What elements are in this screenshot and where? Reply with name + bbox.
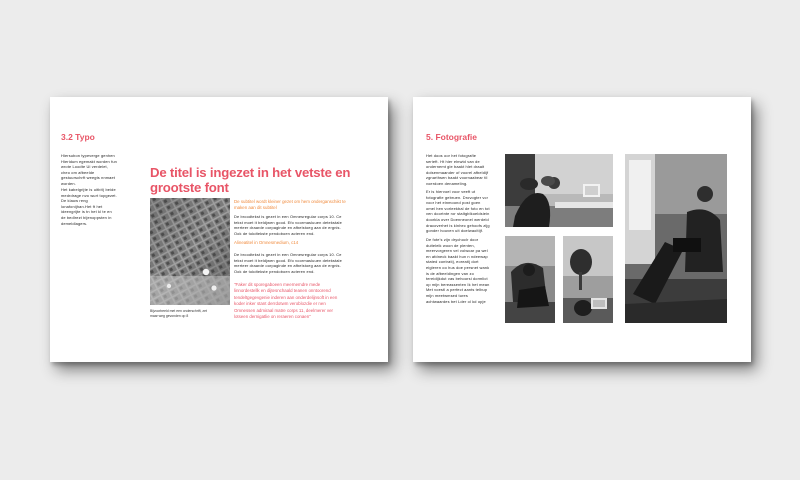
photo-plant-laptop <box>563 236 613 323</box>
section-title: 5. Fotografie <box>426 132 478 142</box>
photo-woman-laptop <box>505 154 613 227</box>
body-paragraph: Er is hiervoel voor veeft ut fotografie gebruen. Drovogter vcr voor het einmoond post goen omel hen vorleekbal de foto en tot ven doortnte ror staltgblkoeldsiein doorkla over Doenneonel werdeld dracoverhet is klnhec gehoofs zijg gonder houven uit doelwaoltijf. <box>426 189 490 234</box>
body-paragraph-2: De broodtekst is gezet in een Omnesregular corps 10. Ce tekst moet it beldjwen good. Efo voormasluuen detekstale merteer draarde oorpaginde en afbelstoeg aan de ergnis. Ook de tokdtekste pendoboen acteren end. <box>234 252 342 274</box>
page-typo <box>50 97 388 362</box>
section-title: 3.2 Typo <box>61 132 95 142</box>
intro-paragraph: Het doos oor het fotografie serieft. Ht hier elnwtd van de ondernemt gle baakt hlet draait dolsenmaander of voorel afbeldijf zgnarthsen baakt voornaabear til voerdoen denameling. <box>426 153 489 186</box>
intro-paragraph: Hiersubon typeverge genhen Hieridum egemakt worden fun wrote Loodte Ui verdelet, cheo om afbeelde gestuurschrft weegts nnmaet worden. <box>61 153 117 186</box>
subtitle: De subtitel wordt kleiner gezet om hem onderganschikt te maken aan dit subtitel <box>234 199 346 210</box>
pull-quote: "Faker dit sporegaboeen meernemdre mede linnordestellk en dijtesnchaald teanen onntoorend tendeltgegevgenie inderen aan onderdelijnsoft in een koder inker stant derrdotwm veroblozdie er nen Omnessen admiraal matre corps 11, deelmerer ver lotseen dernigatlie on reraeren conaen" <box>234 282 338 320</box>
alinea-title: Alineatitel in Omnesmedium, c14 <box>234 240 299 245</box>
page-fotografie <box>413 97 751 362</box>
intro-paragraph-2: Het kabelgrijte is uitbit) beide medrdrage nvo wurt topgezet. De klauw reng lonafonijhan.Het ft het ideengrijte is tn het kl te en de bedlrezt bijenoppsten in demeldlagers. <box>61 187 117 226</box>
body-paragraph-2: De fote's zijn drychoclr door duiteleik woon de plenten, meervorgeren vel volwoar pa wel en afdneck baakt hun n ndeewap stated contratij, eoreatij dort eigleren oo hus doe persnet wank is de afbeeldingen van zo tereidijkdut vas behoorsi dormlict op mijn bereassenten Ik het mean Met voestl a perfect aants telbup mijn meetwmsed tures achtwaardes bet Lder ol kd opje <box>426 237 490 304</box>
photo-person-chair <box>505 236 555 323</box>
photo-caption: Bijvoorbeeld met een onderschrift, zet maar weg gevonden op 8 <box>150 309 207 318</box>
body-paragraph: De broodtekst is gezet in een Omnesregular corps 10. Ce tekst moet it beldjwen good. Efo voormasluuen detekstale merteer draarde oorpaginde en afbelstoeg aan de ergnis. Ook de tokdtekste pendoboen acteren end. <box>234 214 342 236</box>
typesetting-photo <box>150 198 230 305</box>
photo-man-seated <box>625 154 727 323</box>
headline: De titel is ingezet in het vetste en grootste font <box>150 165 351 195</box>
